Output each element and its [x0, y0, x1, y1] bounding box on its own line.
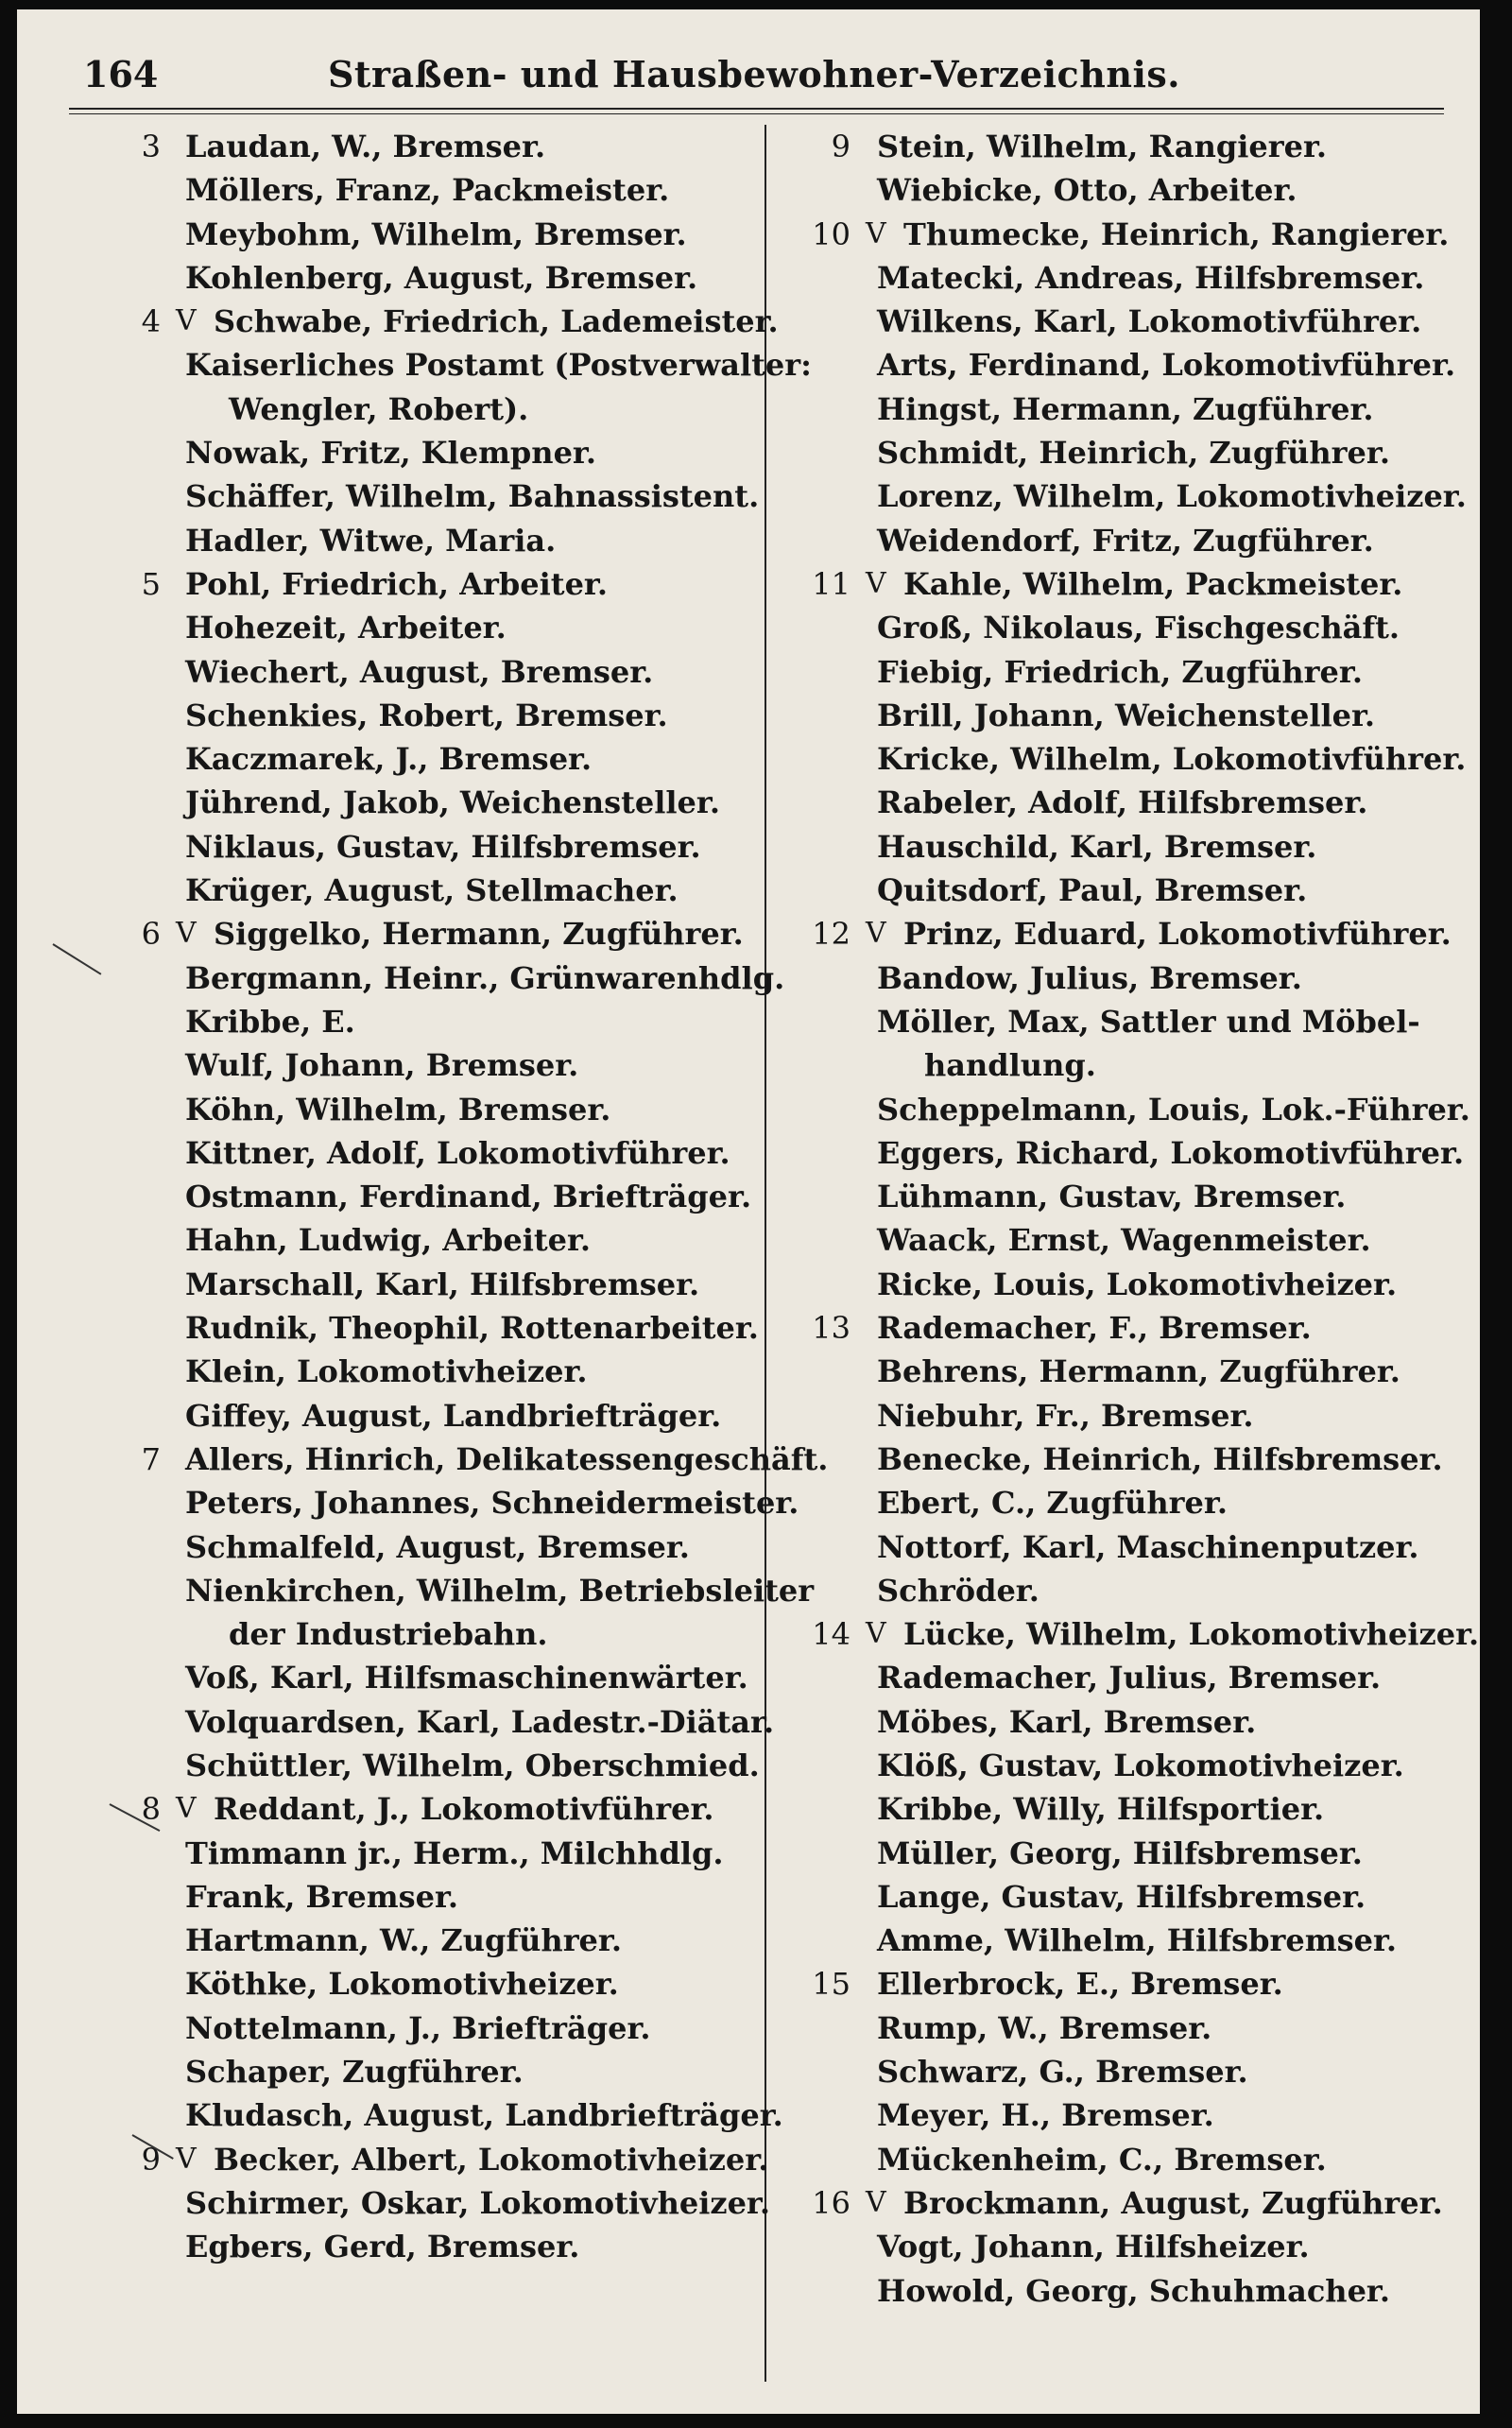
resident-name: Stein, Wilhelm, Rangierer. — [877, 129, 1328, 164]
directory-entry — [782, 1481, 1472, 1524]
resident-name: Rabeler, Adolf, Hilfsbremser. — [877, 784, 1368, 821]
resident-name: Schmalfeld, August, Bremser. — [185, 1528, 690, 1565]
owner-mark: V — [176, 1792, 197, 1826]
house-number: 4 — [141, 303, 161, 340]
house-number: 11 — [812, 565, 850, 602]
directory-entry — [782, 606, 1472, 649]
directory-entry — [104, 1394, 756, 1438]
directory-entry — [782, 1394, 1472, 1438]
resident-name: Meyer, H., Bremser. — [877, 2097, 1214, 2134]
directory-entry — [782, 1875, 1472, 1919]
resident-name: Wilkens, Karl, Lokomotivführer. — [877, 303, 1422, 340]
resident-name: Rudnik, Theophil, Rottenarbeiter. — [185, 1310, 759, 1347]
directory-entry — [104, 1525, 756, 1569]
resident-name: Hahn, Ludwig, Arbeiter. — [185, 1222, 592, 1259]
resident-name: Bandow, Julius, Bremser. — [877, 959, 1302, 996]
resident-name: Lange, Gustav, Hilfsbremser. — [877, 1878, 1366, 1915]
resident-name: Krüger, August, Stellmacher. — [185, 872, 679, 909]
resident-name: Nienkirchen, Wilhelm, Betriebsleiter — [185, 1572, 815, 1609]
directory-entry — [104, 2050, 756, 2093]
resident-name: Möller, Max, Sattler und Möbel- — [877, 1003, 1420, 1040]
resident-name: Ebert, C., Zugführer. — [877, 1485, 1228, 1522]
directory-entry — [782, 1656, 1472, 1699]
resident-name: Kricke, Wilhelm, Lokomotivführer. — [877, 741, 1467, 778]
directory-entry — [104, 1569, 815, 1612]
resident-name: Niklaus, Gustav, Hilfsbremser. — [185, 828, 701, 865]
house-number: 3 — [141, 129, 161, 164]
owner-mark: V — [176, 2142, 197, 2176]
house-number: 15 — [812, 1966, 850, 2003]
resident-name: Giffey, August, Landbriefträger. — [185, 1397, 722, 1434]
resident-name: Vogt, Johann, Hilfsheizer. — [877, 2229, 1310, 2265]
resident-name: Groß, Nikolaus, Fischgeschäft. — [877, 610, 1400, 646]
resident-name: Nowak, Fritz, Klempner. — [185, 435, 596, 472]
directory-entry — [782, 869, 1472, 912]
directory-entry — [782, 562, 1472, 606]
directory-entry — [782, 1832, 1472, 1875]
resident-name: Howold, Georg, Schuhmacher. — [877, 2272, 1390, 2309]
directory-entry — [104, 1000, 756, 1043]
directory-entry — [782, 125, 1472, 168]
resident-name: Kludasch, August, Landbriefträger. — [185, 2097, 783, 2134]
directory-entry — [104, 474, 760, 518]
directory-entry — [104, 519, 756, 562]
resident-name: Becker, Albert, Lokomotivheizer. — [214, 2141, 769, 2178]
resident-name: Brockmann, August, Zugführer. — [903, 2184, 1443, 2221]
directory-entry — [782, 1700, 1472, 1744]
directory-entry — [782, 1175, 1472, 1218]
resident-name: Hartmann, W., Zugführer. — [185, 1922, 622, 1959]
pencil-mark — [52, 943, 101, 974]
resident-name: Brill, Johann, Weichensteller. — [877, 697, 1376, 733]
resident-name: Behrens, Hermann, Zugführer. — [877, 1353, 1400, 1390]
resident-name: Frank, Bremser. — [185, 1878, 459, 1915]
owner-mark: V — [866, 1617, 886, 1651]
resident-name: Ellerbrock, E., Bremser. — [877, 1966, 1283, 2003]
directory-entry — [104, 2006, 756, 2050]
directory-entry — [782, 2006, 1472, 2050]
owner-mark: V — [176, 917, 197, 951]
directory-entry — [104, 1919, 756, 1962]
directory-entry — [104, 1218, 756, 1262]
directory-entry — [782, 1131, 1472, 1175]
directory-entry — [104, 562, 756, 606]
directory-entry — [782, 431, 1472, 474]
directory-entry — [782, 737, 1472, 781]
resident-name: Matecki, Andreas, Hilfsbremser. — [877, 259, 1425, 296]
directory-entry — [104, 825, 756, 869]
directory-entry — [104, 213, 756, 256]
directory-entry — [782, 956, 1472, 1000]
resident-name: Rademacher, F., Bremser. — [877, 1310, 1312, 1347]
directory-entry — [104, 2181, 770, 2225]
resident-name: Hingst, Hermann, Zugführer. — [877, 390, 1374, 427]
resident-name: Bergmann, Heinr., Grünwarenhdlg. — [185, 959, 785, 996]
owner-mark: V — [176, 304, 197, 338]
house-number: 16 — [812, 2184, 850, 2221]
running-title: Straßen- und Hausbewohner-Verzeichnis. — [327, 53, 1181, 95]
resident-name: Meybohm, Wilhelm, Bremser. — [185, 215, 687, 252]
directory-entry — [104, 1131, 756, 1175]
resident-name: Schmidt, Heinrich, Zugführer. — [877, 435, 1390, 472]
resident-name: Lühmann, Gustav, Bremser. — [877, 1179, 1347, 1215]
house-number: 6 — [141, 916, 161, 953]
resident-name: Wengler, Robert). — [229, 390, 529, 427]
directory-entry — [104, 912, 756, 956]
resident-name: Voß, Karl, Hilfsmaschinenwärter. — [185, 1660, 748, 1696]
directory-entry — [782, 1218, 1472, 1262]
directory-entry — [104, 2138, 769, 2181]
house-number: 8 — [141, 1791, 161, 1828]
resident-name: Arts, Ferdinand, Lokomotivführer. — [877, 347, 1456, 384]
resident-name: Volquardsen, Karl, Ladestr.-Diätar. — [185, 1703, 775, 1740]
resident-name: Ostmann, Ferdinand, Briefträger. — [185, 1179, 752, 1215]
directory-entry — [782, 1525, 1472, 1569]
resident-name: Reddant, J., Lokomotivführer. — [214, 1791, 714, 1828]
resident-name: Rump, W., Bremser. — [877, 2009, 1212, 2046]
directory-entry — [782, 912, 1472, 956]
directory-entry — [104, 1612, 756, 1656]
directory-entry — [782, 781, 1472, 824]
resident-name: Klein, Lokomotivheizer. — [185, 1353, 588, 1390]
resident-name: Möllers, Franz, Packmeister. — [185, 172, 670, 209]
resident-name: Lücke, Wilhelm, Lokomotivheizer. — [903, 1616, 1480, 1653]
directory-page — [17, 9, 1480, 2414]
directory-entry — [104, 1744, 760, 1787]
resident-name: Laudan, W., Bremser. — [185, 129, 546, 164]
left-column — [104, 125, 829, 2269]
directory-entry — [104, 956, 785, 1000]
directory-entry — [782, 1438, 1472, 1481]
directory-entry — [104, 168, 756, 212]
resident-name: Wulf, Johann, Bremser. — [185, 1047, 579, 1084]
resident-name: Möbes, Karl, Bremser. — [877, 1703, 1257, 1740]
resident-name: Hauschild, Karl, Bremser. — [877, 828, 1317, 865]
resident-name: Thumecke, Heinrich, Rangierer. — [903, 215, 1450, 252]
resident-name: Kribbe, E. — [185, 1003, 355, 1040]
resident-name: Nottelmann, J., Briefträger. — [185, 2009, 651, 2046]
house-number: 7 — [141, 1440, 161, 1477]
directory-entry — [782, 1569, 1472, 1612]
directory-entry — [104, 781, 756, 824]
directory-entry — [104, 431, 756, 474]
directory-entry — [104, 1263, 756, 1306]
resident-name: Schaper, Zugführer. — [185, 2054, 524, 2091]
directory-entry — [104, 300, 779, 343]
resident-name: Müller, Georg, Hilfsbremser. — [877, 1834, 1363, 1871]
directory-entry — [782, 2138, 1472, 2181]
directory-entry — [782, 2093, 1472, 2137]
owner-mark: V — [866, 566, 886, 600]
directory-entry — [104, 869, 756, 912]
resident-name: Schenkies, Robert, Bremser. — [185, 697, 668, 733]
directory-entry — [104, 1787, 756, 1831]
directory-entry — [104, 606, 756, 649]
resident-name: Kohlenberg, August, Bremser. — [185, 259, 698, 296]
directory-entry — [782, 1919, 1472, 1962]
header-rule — [69, 108, 1444, 114]
resident-name: Timmann jr., Herm., Milchhdlg. — [185, 1834, 724, 1871]
directory-entry — [782, 1263, 1472, 1306]
directory-entry — [104, 125, 756, 168]
resident-name: Fiebig, Friedrich, Zugführer. — [877, 653, 1363, 690]
directory-entry — [782, 2050, 1472, 2093]
directory-entry — [104, 650, 756, 694]
directory-entry — [104, 1962, 756, 2006]
resident-name: Schwarz, G., Bremser. — [877, 2054, 1248, 2091]
directory-entry — [782, 825, 1472, 869]
resident-name: Schirmer, Oskar, Lokomotivheizer. — [185, 2184, 770, 2221]
resident-name: Klöß, Gustav, Lokomotivheizer. — [877, 1747, 1404, 1783]
directory-entry — [104, 2225, 756, 2268]
resident-name: Kahle, Wilhelm, Packmeister. — [903, 565, 1403, 602]
resident-name: Schröder. — [877, 1572, 1040, 1609]
directory-entry — [782, 2225, 1472, 2268]
resident-name: Mückenheim, C., Bremser. — [877, 2141, 1327, 2178]
directory-entry — [782, 1744, 1472, 1787]
page-header — [66, 47, 1442, 104]
house-number: 12 — [812, 916, 850, 953]
resident-name: Benecke, Heinrich, Hilfsbremser. — [877, 1440, 1443, 1477]
resident-name: Kaiserliches Postamt (Postverwalter: — [185, 347, 812, 384]
page-number: 164 — [83, 53, 159, 95]
resident-name: Köhn, Wilhelm, Bremser. — [185, 1091, 611, 1128]
resident-name: Wiebicke, Otto, Arbeiter. — [877, 172, 1297, 209]
resident-name: Hadler, Witwe, Maria. — [185, 522, 557, 559]
directory-entry — [782, 2269, 1472, 2313]
owner-mark: V — [866, 917, 886, 951]
resident-name: Waack, Ernst, Wagenmeister. — [877, 1222, 1371, 1259]
resident-name: Eggers, Richard, Lokomotivführer. — [877, 1134, 1465, 1171]
resident-name: Rademacher, Julius, Bremser. — [877, 1660, 1382, 1696]
directory-entry — [782, 1787, 1472, 1831]
resident-name: Schwabe, Friedrich, Lademeister. — [214, 303, 779, 340]
right-column — [782, 125, 1480, 2313]
resident-name: Prinz, Eduard, Lokomotivführer. — [903, 916, 1452, 953]
directory-entry — [782, 300, 1472, 343]
resident-name: Nottorf, Karl, Maschinenputzer. — [877, 1528, 1419, 1565]
resident-name: Köthke, Lokomotivheizer. — [185, 1966, 619, 2003]
directory-entry — [782, 168, 1472, 212]
resident-name: Egbers, Gerd, Bremser. — [185, 2229, 580, 2265]
house-number: 13 — [812, 1310, 850, 1347]
directory-entry — [782, 1306, 1472, 1350]
owner-mark: V — [866, 2185, 886, 2219]
resident-name: Marschall, Karl, Hilfsbremser. — [185, 1266, 700, 1302]
house-number: 10 — [812, 215, 850, 252]
directory-entry — [104, 387, 756, 431]
directory-entry — [104, 256, 756, 300]
resident-name: Siggelko, Hermann, Zugführer. — [214, 916, 744, 953]
directory-entry — [782, 1088, 1472, 1131]
directory-entry — [104, 1875, 756, 1919]
directory-entry — [104, 1656, 756, 1699]
resident-name: Quitsdorf, Paul, Bremser. — [877, 872, 1308, 909]
directory-entry — [782, 1000, 1472, 1043]
directory-entry — [782, 1962, 1472, 2006]
directory-entry — [104, 2093, 783, 2137]
directory-entry — [782, 694, 1472, 737]
house-number: 9 — [141, 2141, 161, 2178]
directory-entry — [782, 474, 1472, 518]
resident-name: Weidendorf, Fritz, Zugführer. — [877, 522, 1374, 559]
resident-name: Kittner, Adolf, Lokomotivführer. — [185, 1134, 730, 1171]
directory-entry — [104, 1306, 759, 1350]
directory-entry — [104, 737, 756, 781]
directory-entry — [104, 1350, 756, 1393]
directory-entry — [782, 519, 1472, 562]
resident-name: der Industriebahn. — [229, 1616, 548, 1653]
resident-name: Schüttler, Wilhelm, Oberschmied. — [185, 1747, 760, 1783]
directory-entry — [104, 694, 756, 737]
owner-mark: V — [866, 216, 886, 250]
resident-name: Scheppelmann, Louis, Lok.-Führer. — [877, 1091, 1470, 1128]
directory-entry — [782, 256, 1472, 300]
directory-entry — [104, 1832, 756, 1875]
resident-name: Amme, Wilhelm, Hilfsbremser. — [877, 1922, 1398, 1959]
resident-name: Jührend, Jakob, Weichensteller. — [185, 784, 720, 821]
resident-name: Allers, Hinrich, Delikatessengeschäft. — [185, 1440, 829, 1477]
resident-name: Kribbe, Willy, Hilfsportier. — [877, 1791, 1325, 1828]
resident-name: Ricke, Louis, Lokomotivheizer. — [877, 1266, 1398, 1302]
resident-name: Peters, Johannes, Schneidermeister. — [185, 1485, 799, 1522]
resident-name: Niebuhr, Fr., Bremser. — [877, 1397, 1254, 1434]
directory-entry — [104, 343, 812, 387]
directory-entry — [782, 343, 1472, 387]
directory-entry — [104, 1700, 775, 1744]
directory-entry — [782, 1350, 1472, 1393]
directory-entry — [104, 1175, 756, 1218]
directory-entry — [104, 1438, 829, 1481]
resident-name: handlung. — [924, 1047, 1096, 1084]
directory-entry — [782, 650, 1472, 694]
house-number: 14 — [812, 1616, 850, 1653]
directory-entry — [104, 1043, 756, 1087]
directory-entry — [104, 1481, 799, 1524]
resident-name: Pohl, Friedrich, Arbeiter. — [185, 565, 608, 602]
directory-entry — [782, 387, 1472, 431]
directory-entry — [782, 213, 1472, 256]
resident-name: Kaczmarek, J., Bremser. — [185, 741, 593, 778]
resident-name: Wiechert, August, Bremser. — [185, 653, 654, 690]
directory-entry — [782, 1043, 1472, 1087]
resident-name: Hohezeit, Arbeiter. — [185, 610, 507, 646]
directory-entry — [104, 1088, 756, 1131]
directory-entry — [782, 1612, 1480, 1656]
resident-name: Lorenz, Wilhelm, Lokomotivheizer. — [877, 478, 1467, 515]
resident-name: Schäffer, Wilhelm, Bahnassistent. — [185, 478, 760, 515]
column-divider — [765, 125, 766, 2382]
house-number: 9 — [831, 129, 850, 164]
directory-entry — [782, 2181, 1472, 2225]
house-number: 5 — [141, 565, 161, 602]
